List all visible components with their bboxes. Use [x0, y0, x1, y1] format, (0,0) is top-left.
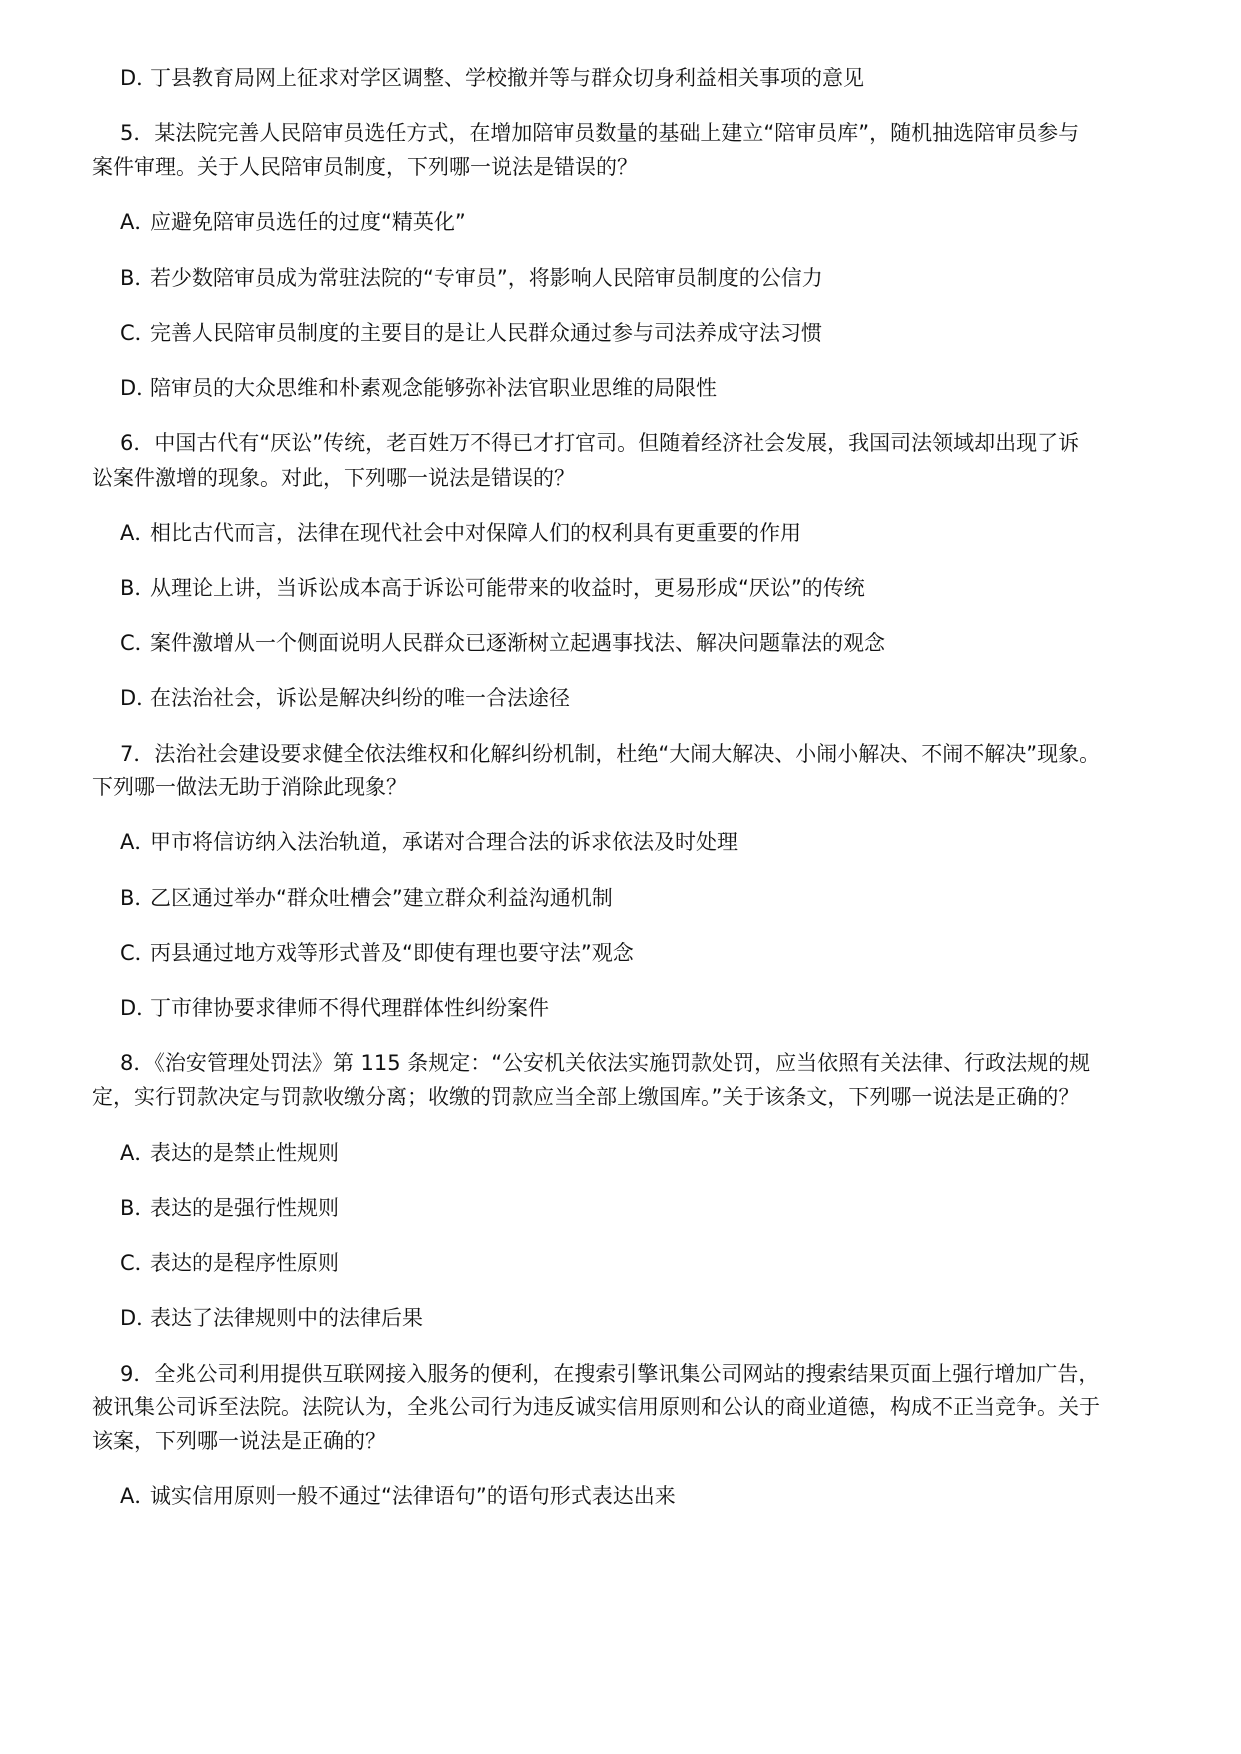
option-text: 表达的是强行性规则	[150, 1196, 339, 1220]
option-letter: B．	[120, 1196, 156, 1220]
question-9-line-2: 被讯集公司诉至法院。法院认为，全兆公司行为违反诚实信用原则和公认的商业道德，构成不正当竞争。关于	[92, 1395, 1100, 1419]
question-5-option-b	[120, 262, 1160, 294]
option-letter: A．	[120, 210, 156, 234]
option-letter: D．	[120, 1306, 158, 1330]
option-letter: B．	[120, 266, 156, 290]
question-8-line-1: 8．《治安管理处罚法》第 115 条规定：“公安机关依法实施罚款处罚，应当依照有关法律、行政法规的规	[120, 1051, 1091, 1075]
option-text: 甲市将信访纳入法治轨道，承诺对合理合法的诉求依法及时处理	[150, 830, 738, 854]
option-letter: A．	[120, 521, 156, 545]
question-7-option-b	[120, 882, 1160, 914]
option-text: 在法治社会，诉讼是解决纠纷的唯一合法途径	[150, 686, 570, 710]
question-6-option-b	[120, 572, 1160, 604]
question-9-option-a	[120, 1480, 1160, 1512]
option-text: 若少数陪审员成为常驻法院的“专审员”，将影响人民陪审员制度的公信力	[150, 266, 823, 290]
question-6-option-c	[120, 627, 1160, 659]
option-letter: B．	[120, 576, 156, 600]
option-text: 应避免陪审员选任的过度“精英化”	[150, 210, 466, 234]
option-text: 完善人民陪审员制度的主要目的是让人民群众通过参与司法养成守法习惯	[150, 321, 822, 345]
option-text: 丁县教育局网上征求对学区调整、学校撤并等与群众切身利益相关事项的意见	[150, 66, 864, 90]
option-d	[120, 62, 1160, 94]
question-9-line-3: 该案，下列哪一说法是正确的？	[92, 1429, 386, 1453]
option-text: 陪审员的大众思维和朴素观念能够弥补法官职业思维的局限性	[150, 376, 717, 400]
question-8-line-2: 定，实行罚款决定与罚款收缴分离；收缴的罚款应当全部上缴国库。”关于该条文，下列哪一说法是正确的？	[92, 1085, 1080, 1109]
option-letter: C．	[120, 941, 156, 965]
option-text: 乙区通过举办“群众吐槽会”建立群众利益沟通机制	[150, 886, 613, 910]
question-8-option-d	[120, 1302, 1160, 1334]
option-letter: A．	[120, 1141, 156, 1165]
option-text: 从理论上讲，当诉讼成本高于诉讼可能带来的收益时，更易形成“厌讼”的传统	[150, 576, 865, 600]
option-letter: C．	[120, 1251, 156, 1275]
question-5-option-c	[120, 317, 1160, 349]
question-8-option-a	[120, 1137, 1160, 1169]
option-text: 丙县通过地方戏等形式普及“即使有理也要守法”观念	[150, 941, 634, 965]
option-letter: D．	[120, 66, 158, 90]
option-text: 表达了法律规则中的法律后果	[150, 1306, 423, 1330]
question-7-option-d	[120, 992, 1160, 1024]
option-letter: B．	[120, 886, 156, 910]
option-text: 诚实信用原则一般不通过“法律语句”的语句形式表达出来	[150, 1484, 676, 1508]
option-text: 表达的是程序性原则	[150, 1251, 339, 1275]
question-5-option-d	[120, 372, 1160, 404]
question-6-option-a	[120, 517, 1160, 549]
question-5-option-a	[120, 206, 1160, 238]
question-8-option-b	[120, 1192, 1160, 1224]
question-5-line-2: 案件审理。关于人民陪审员制度，下列哪一说法是错误的？	[92, 155, 638, 179]
option-letter: C．	[120, 631, 156, 655]
question-7-line-2: 下列哪一做法无助于消除此现象？	[92, 775, 407, 799]
option-letter: A．	[120, 830, 156, 854]
question-7-line-1: 7．法治社会建设要求健全依法维权和化解纠纷机制，杜绝“大闹大解决、小闹小解决、不闹不解决”现象。	[120, 742, 1101, 766]
option-text: 丁市律协要求律师不得代理群体性纠纷案件	[150, 996, 549, 1020]
option-text: 案件激增从一个侧面说明人民群众已逐渐树立起遇事找法、解决问题靠法的观念	[150, 631, 885, 655]
question-6-line-2: 讼案件激增的现象。对此，下列哪一说法是错误的？	[92, 466, 575, 490]
option-letter: A．	[120, 1484, 156, 1508]
option-text: 相比古代而言，法律在现代社会中对保障人们的权利具有更重要的作用	[150, 521, 801, 545]
option-text: 表达的是禁止性规则	[150, 1141, 339, 1165]
question-6-line-1: 6．中国古代有“厌讼”传统，老百姓万不得已才打官司。但随着经济社会发展，我国司法领域却出现了诉	[120, 431, 1080, 455]
question-7-option-a	[120, 826, 1160, 858]
question-7-option-c	[120, 937, 1160, 969]
option-letter: C．	[120, 321, 156, 345]
question-6-option-d	[120, 682, 1160, 714]
question-8-option-c	[120, 1247, 1160, 1279]
option-letter: D．	[120, 996, 158, 1020]
option-letter: D．	[120, 376, 158, 400]
question-9-line-1: 9．全兆公司利用提供互联网接入服务的便利，在搜索引擎讯集公司网站的搜索结果页面上强行增加广告，	[120, 1362, 1100, 1386]
question-5-line-1: 5．某法院完善人民陪审员选任方式，在增加陪审员数量的基础上建立“陪审员库”，随机抽选陪审员参与	[120, 121, 1080, 145]
option-letter: D．	[120, 686, 158, 710]
